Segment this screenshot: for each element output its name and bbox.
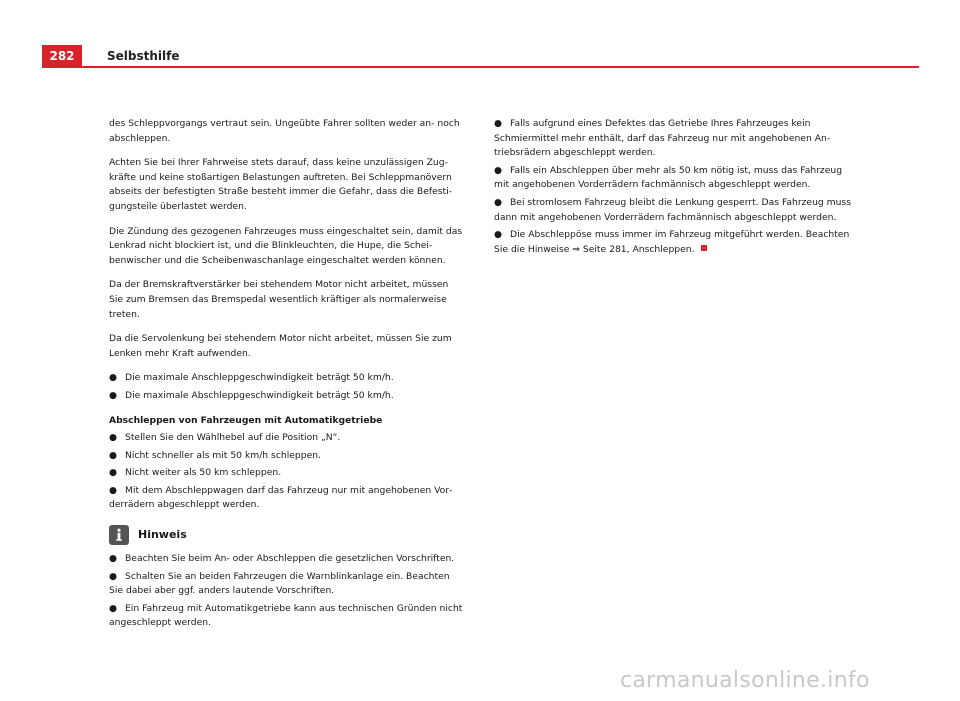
list-item: ● Nicht weiter als 50 km schleppen. <box>109 466 464 481</box>
paragraph: Die Zündung des gezogenen Fahrzeuges muss eingeschaltet sein, damit das Lenkrad nicht blockiert ist, und die Blinkleuchten, die Hupe, die Scheibenwischer und die Scheibenwaschanlage eingeschaltet werden können. <box>109 225 463 266</box>
right-column <box>494 117 859 260</box>
note-header <box>109 525 464 545</box>
note-title: Hinweis <box>138 527 187 541</box>
left-column <box>109 117 464 634</box>
list-item: ● Falls ein Abschleppen über mehr als 50 km nötig ist, muss das Fahrzeug mit angehobenen Vorderrädern fachmännisch abgeschleppt werden. <box>494 164 843 191</box>
section-title: Selbsthilfe <box>107 49 180 63</box>
list-item: ● Die Abschleppöse muss immer im Fahrzeug mitgeführt werden. Beachten Sie die Hinweise ⇒ Seite 281, Anschleppen. <box>494 229 850 255</box>
bullet-icon: ● <box>109 484 118 496</box>
paragraph: Da der Bremskraftverstärker bei stehendem Motor nicht arbeitet, müssen Sie zum Bremsen das Bremspedal wesentlich kräftiger als normalerweise treten. <box>109 279 449 320</box>
bullet-icon: ● <box>109 467 118 479</box>
list-item: ● Bei stromlosem Fahrzeug bleibt die Lenkung gesperrt. Das Fahrzeug muss dann mit angehobenen Vorderrädern fachmännisch abgeschleppt werden. <box>494 196 852 223</box>
paragraph: Achten Sie bei Ihrer Fahrweise stets darauf, dass keine unzulässigen Zugkräfte und keine stoßartigen Belastungen auftreten. Bei Schleppmanövern abseits der befestigten Straße besteht immer die Gefahr, dass die Befestigungsteile überlastet werden. <box>109 157 453 212</box>
page-number: 282 <box>42 45 82 67</box>
bullet-icon: ● <box>109 553 118 565</box>
bullet-icon: ● <box>494 196 503 208</box>
bullet-icon: ● <box>109 570 118 582</box>
subheading: Abschleppen von Fahrzeugen mit Automatikgetriebe <box>109 414 383 426</box>
list-item: ● Stellen Sie den Wählhebel auf die Position „N“. <box>109 431 464 446</box>
section-end-marker <box>701 245 707 251</box>
bullet-icon: ● <box>494 118 503 129</box>
bullet-icon: ● <box>109 372 118 384</box>
list-item: ● Ein Fahrzeug mit Automatikgetriebe kann aus technischen Gründen nicht angeschleppt werden. <box>109 602 463 629</box>
bullet-icon: ● <box>109 449 118 461</box>
list-item: ● Mit dem Abschleppwagen darf das Fahrzeug nur mit angehobenen Vorderrädern abgeschleppt werden. <box>109 484 453 511</box>
list-item: ● Beachten Sie beim An- oder Abschleppen die gesetzlichen Vorschriften. <box>109 552 464 567</box>
list-item: ● Nicht schneller als mit 50 km/h schleppen. <box>109 449 464 464</box>
header-rule <box>42 66 919 68</box>
info-icon <box>109 525 129 545</box>
list-item: ● Falls aufgrund eines Defektes das Getriebe Ihres Fahrzeuges kein Schmiermittel mehr enthält, darf das Fahrzeug nur mit angehobenen Antriebsrädern abgeschleppt werden. <box>494 118 831 159</box>
list-item: ● Die maximale Anschleppgeschwindigkeit beträgt 50 km/h. <box>109 371 464 386</box>
bullet-icon: ● <box>494 229 503 241</box>
page-header <box>42 45 919 67</box>
paragraph: des Schleppvorgangs vertraut sein. Ungeübte Fahrer sollten weder an- noch abschleppen. <box>109 118 460 144</box>
watermark: carmanualsonline.info <box>620 668 870 693</box>
list-item: ● Die maximale Abschleppgeschwindigkeit beträgt 50 km/h. <box>109 389 464 404</box>
paragraph: Da die Servolenkung bei stehendem Motor nicht arbeitet, müssen Sie zum Lenken mehr Kraft aufwenden. <box>109 333 452 359</box>
list-item: ● Schalten Sie an beiden Fahrzeugen die Warnblinkanlage ein. Beachten Sie dabei aber ggf. anders lautende Vorschriften. <box>109 570 450 597</box>
bullet-icon: ● <box>494 164 503 176</box>
bullet-icon: ● <box>109 432 118 444</box>
bullet-icon: ● <box>109 602 118 614</box>
bullet-icon: ● <box>109 389 118 401</box>
